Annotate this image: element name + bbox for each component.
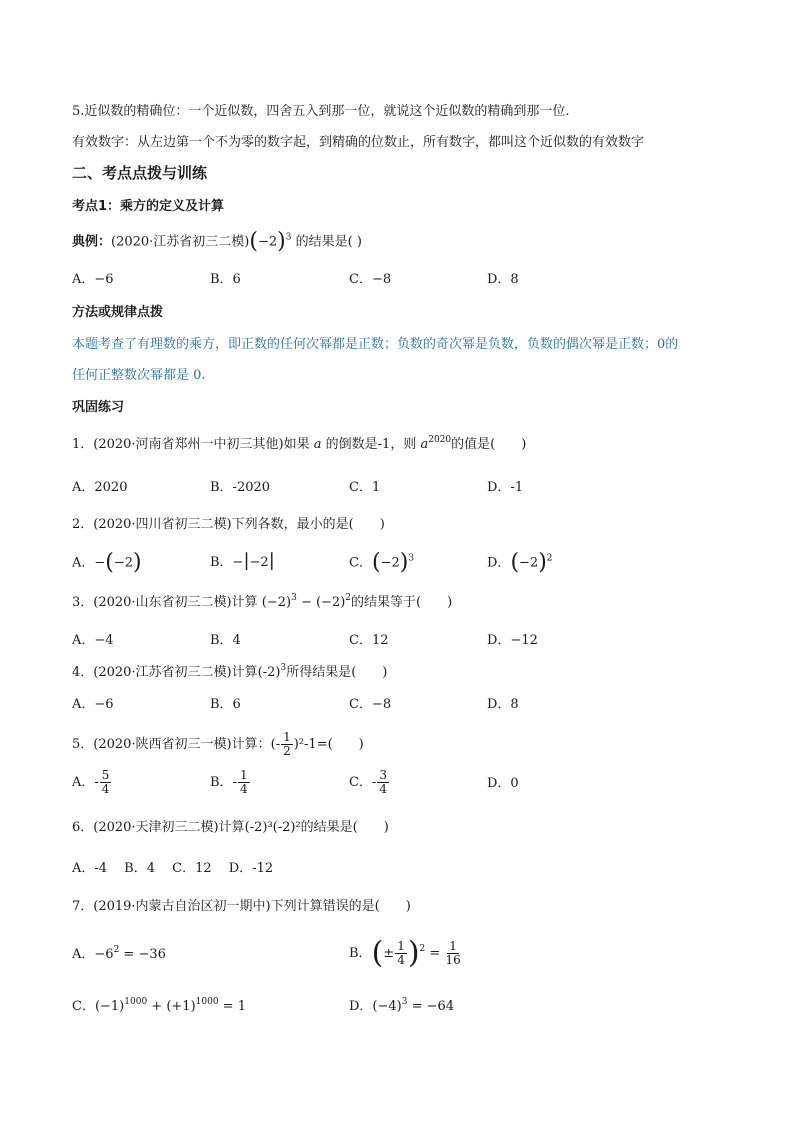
question-6: 6．(2020·天津初三二模)计算(-2)³(-2)²的结果是( ) <box>72 820 389 835</box>
method-line-2: 任何正整数次幂都是 0. <box>72 368 206 383</box>
q7-option-d: D．$(-4)^3 = -64$ <box>349 997 455 1014</box>
question-3: 3．(2020·山东省初三二模)计算 $(-2)^3 - (-2)^2$的结果等于( ) <box>72 593 453 610</box>
question-4: 4．(2020·江苏省初三二模)计算$(-2)^3$所得结果是( ) <box>72 663 388 680</box>
q3-option-b: B．4 <box>210 633 241 648</box>
q1-post: 的值是( ) <box>451 437 527 452</box>
example-option-c: C．−8 <box>349 272 392 287</box>
q3-option-c: C．12 <box>349 633 389 648</box>
q5-option-c: C．- $\frac{3}{4}$ <box>349 768 387 796</box>
q3-post: 的结果等于( ) <box>351 595 453 610</box>
q1-mid: 的倒数是-1，则 <box>321 437 421 452</box>
q4-pre: 4．(2020·江苏省初三二模)计算(-2) <box>72 665 281 680</box>
q2-option-a: A．−(−2) <box>72 550 142 575</box>
q1-option-d: D．-1 <box>487 480 524 495</box>
q5-pre: 5．(2020·陕西省初三一模)计算： <box>72 737 271 752</box>
q5-post: )²-1=( ) <box>293 737 364 752</box>
question-2: 2．(2020·四川省初三二模)下列各数，最小的是( ) <box>72 517 385 532</box>
q5-option-b: B．- $\frac{1}{4}$ <box>210 768 248 796</box>
example-option-b: B．6 <box>210 272 241 287</box>
question-1: 1．(2020·河南省郑州一中初三其他)如果 a 的倒数是-1，则 $a^{2020}$的值是( ) <box>72 435 527 452</box>
q5-option-a: A．- $\frac{5}{4}$ <box>72 768 110 796</box>
kaodian-title: 考点1：乘方的定义及计算 <box>72 199 225 214</box>
q2-option-c: C．$(-2)^3$ <box>349 550 415 575</box>
q4-option-a: A．−6 <box>72 697 114 712</box>
q4-post: 所得结果是( ) <box>286 665 388 680</box>
q1-pre: 1．(2020·河南省郑州一中初三其他)如果 <box>72 437 314 452</box>
question-5: 5．(2020·陕西省初三一模)计算：(- $\frac{1}{2}$ )²-1=( ) <box>72 730 364 758</box>
example-source: (2020·江苏省初三二模) <box>111 234 250 250</box>
example-option-d: D．8 <box>487 272 519 287</box>
q5-fraction: $\frac{1}{2}$ <box>283 730 291 758</box>
q3-option-a: A．−4 <box>72 633 114 648</box>
q4-option-c: C．−8 <box>349 697 392 712</box>
q1-option-a: A．2020 <box>72 480 128 495</box>
question-7: 7．(2019·内蒙古自治区初一期中)下列计算错误的是( ) <box>72 899 411 914</box>
example-label: 典例： <box>72 234 112 250</box>
q7-option-c: C．$(-1)^{1000} + (+1)^{1000} = 1$ <box>72 997 246 1014</box>
q2-option-b: B．−|−2| <box>210 550 275 571</box>
section-title: 二、考点点拨与训练 <box>72 164 208 182</box>
example-tail: 的结果是( ) <box>291 234 362 250</box>
q4-option-b: B．6 <box>210 697 241 712</box>
q2-option-d: D．$(-2)^2$ <box>487 550 553 575</box>
q3-option-d: D．−12 <box>487 633 538 648</box>
q3-pre: 3．(2020·山东省初三二模)计算 <box>72 595 262 610</box>
q1-option-b: B．-2020 <box>210 480 271 495</box>
q7-option-b: B．(± $\frac{1}{4}$ )$^2$ = $\frac{1}{16}$ <box>349 935 461 971</box>
intro-line-1: 5.近似数的精确位：一个近似数，四舍五入到那一位，就说这个近似数的精确到那一位. <box>72 104 570 119</box>
q6-options: A．-4 B．4 C．12 D．-12 <box>72 861 274 876</box>
method-title: 方法或规律点拨 <box>72 305 164 320</box>
q1-option-c: C．1 <box>349 480 381 495</box>
method-line-1: 本题考查了有理数的乘方，即正数的任何次幂都是正数；负数的奇次幂是负数，负数的偶次幂是正数；0的 <box>72 337 679 352</box>
intro-line-2: 有效数字：从左边第一个不为零的数字起，到精确的位数止，所有数字，都叫这个近似数的有效数字 <box>72 135 645 150</box>
q7-option-a: A．$-6^2 = -36$ <box>72 945 166 962</box>
practice-title: 巩固练习 <box>72 400 125 415</box>
q5-option-d: D．0 <box>487 776 519 791</box>
example-question: 典例：(2020·江苏省初三二模)$(-2)^3$ 的结果是( ) <box>72 229 362 254</box>
example-option-a: A．−6 <box>72 272 114 287</box>
q4-option-d: D．8 <box>487 697 519 712</box>
